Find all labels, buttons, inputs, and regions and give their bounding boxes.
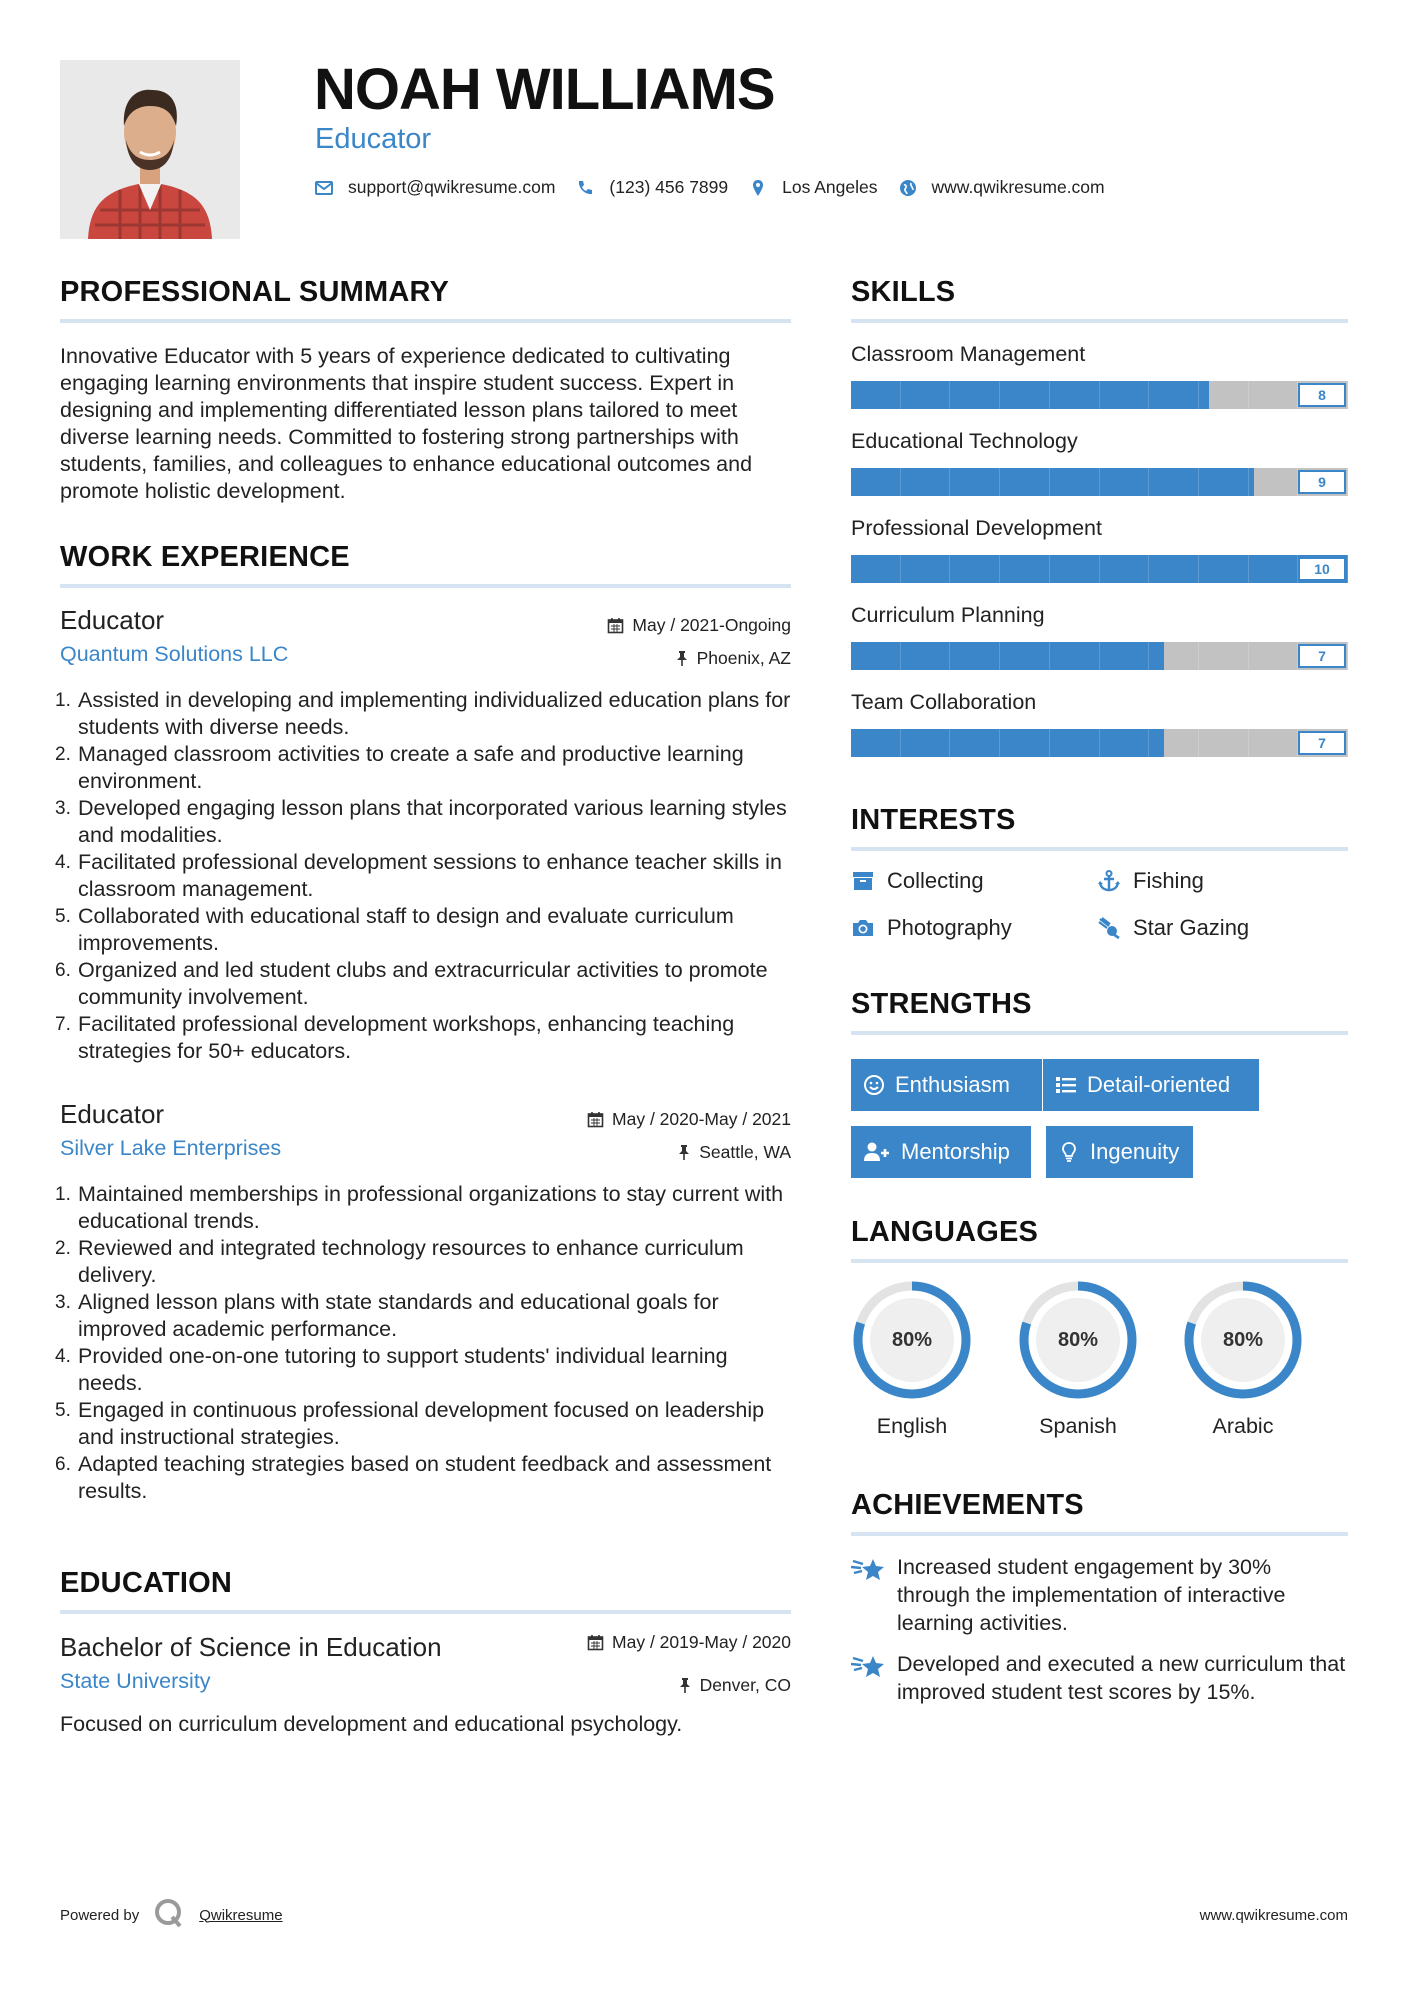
skill-bar	[851, 381, 1348, 409]
qwikresume-logo-icon	[153, 1897, 185, 1933]
skill-name: Classroom Management	[851, 342, 1086, 366]
language-name: English	[876, 1414, 948, 1438]
languages-divider	[851, 1259, 1348, 1263]
interests-heading: INTERESTS	[851, 804, 1016, 836]
smile-icon	[863, 1074, 885, 1096]
achievement-item	[851, 1553, 1348, 1637]
education-description: Focused on curriculum development and educational psychology.	[60, 1712, 683, 1736]
strength-tag	[851, 1126, 1031, 1178]
contact-email[interactable]	[314, 177, 555, 198]
user-plus-icon	[863, 1141, 891, 1163]
duty-item: Adapted teaching strategies based on student feedback and assessment results.	[78, 1452, 772, 1503]
pushpin-icon	[678, 1677, 692, 1694]
education-location-text: Denver, CO	[699, 1675, 791, 1695]
strength-label: Mentorship	[901, 1139, 1010, 1164]
language-ring	[1016, 1278, 1140, 1402]
skill-score: 7	[1298, 731, 1346, 755]
contact-email-text: support@qwikresume.com	[348, 177, 556, 197]
duty-item: Organized and led student clubs and extracurricular activities to promote community involvement.	[78, 958, 768, 1009]
footer-powered-by	[60, 1897, 283, 1933]
contact-location	[748, 177, 877, 198]
education-divider	[60, 1610, 791, 1614]
candidate-role: Educator	[315, 123, 432, 155]
skill-bar	[851, 642, 1348, 670]
duty-item: Provided one-on-one tutoring to support students' individual learning needs.	[78, 1344, 728, 1395]
job-location-text: Seattle, WA	[699, 1142, 791, 1162]
job-location-text: Phoenix, AZ	[696, 648, 791, 668]
education-date-text: May / 2019-May / 2020	[612, 1632, 791, 1652]
camera-icon	[851, 916, 875, 940]
skill-name: Professional Development	[851, 516, 1102, 540]
education-heading: EDUCATION	[60, 1567, 233, 1599]
language-percent: 80%	[1057, 1329, 1099, 1351]
degree-title: Bachelor of Science in Education	[60, 1632, 442, 1662]
summary-heading: PROFESSIONAL SUMMARY	[60, 276, 450, 308]
achievement-item	[851, 1650, 1348, 1706]
job-location	[677, 1142, 791, 1163]
language-ring	[850, 1278, 974, 1402]
duty-item: Maintained memberships in professional organizations to stay current with educational trends.	[78, 1182, 784, 1233]
skill-score: 10	[1298, 557, 1346, 581]
job-duties	[60, 687, 795, 1065]
job-date-text: May / 2021-Ongoing	[632, 615, 791, 635]
interest-item	[1097, 915, 1249, 941]
strengths-divider	[851, 1031, 1348, 1035]
skill-score: 7	[1298, 644, 1346, 668]
powered-by-label: Powered by	[60, 1906, 140, 1924]
achievements-heading: ACHIEVEMENTS	[851, 1489, 1084, 1521]
strengths-heading: STRENGTHS	[851, 988, 1032, 1020]
language-name: Arabic	[1212, 1414, 1274, 1438]
interest-label: Photography	[887, 915, 1012, 940]
language-percent: 80%	[891, 1329, 933, 1351]
contact-website[interactable]	[898, 177, 1105, 198]
contact-location-text: Los Angeles	[782, 177, 878, 197]
language-percent: 80%	[1222, 1329, 1264, 1351]
meteor-icon	[1097, 916, 1121, 940]
interest-label: Star Gazing	[1133, 915, 1250, 940]
strength-label: Ingenuity	[1090, 1139, 1180, 1164]
achievement-text: Developed and executed a new curriculum that improved student test scores by 15%.	[897, 1652, 1346, 1704]
language-name: Spanish	[1039, 1414, 1117, 1438]
pushpin-icon	[675, 650, 689, 667]
interest-label: Collecting	[887, 868, 984, 893]
school-name: State University	[60, 1669, 211, 1693]
pushpin-icon	[677, 1144, 691, 1161]
duty-item: Facilitated professional development workshops, enhancing teaching strategies for 50+ educators.	[78, 1012, 735, 1063]
interest-item	[1097, 868, 1204, 894]
calendar-icon	[607, 617, 624, 634]
skill-name: Educational Technology	[851, 429, 1078, 453]
interest-label: Fishing	[1133, 868, 1204, 893]
job-date	[587, 1109, 791, 1130]
skill-bar	[851, 729, 1348, 757]
skills-heading: SKILLS	[851, 276, 956, 308]
skill-score: 8	[1298, 383, 1346, 407]
job-title: Educator	[60, 605, 165, 635]
duty-item: Reviewed and integrated technology resources to enhance curriculum delivery.	[78, 1236, 744, 1287]
contact-website-text: www.qwikresume.com	[931, 177, 1105, 197]
contact-phone[interactable]	[575, 177, 728, 198]
footer-website[interactable]: www.qwikresume.com	[1199, 1907, 1348, 1924]
job-company: Silver Lake Enterprises	[60, 1136, 282, 1160]
skill-score: 9	[1298, 470, 1346, 494]
archive-icon	[851, 869, 875, 893]
achievement-text: Increased student engagement by 30% through the implementation of interactive learning activities.	[897, 1555, 1286, 1635]
strength-tag	[851, 1059, 1042, 1111]
lightbulb-icon	[1058, 1141, 1080, 1163]
interests-divider	[851, 847, 1348, 851]
summary-text: Innovative Educator with 5 years of experience dedicated to cultivating engaging learning environments that inspire student success. Expert in designing and implementing differentiated lesson plans tailored to meet diverse learning needs. Committed to fostering strong partnerships with students, families, and colleagues to enhance educational outcomes and promote holistic development.	[60, 344, 753, 503]
skill-bar	[851, 555, 1348, 583]
job-date	[607, 615, 791, 636]
strength-label: Enthusiasm	[895, 1072, 1010, 1097]
duty-item: Developed engaging lesson plans that incorporated various learning styles and modalities.	[78, 796, 787, 847]
skill-bar	[851, 468, 1348, 496]
duty-item: Engaged in continuous professional development focused on leadership and instructional strategies.	[78, 1398, 765, 1449]
calendar-icon	[587, 1111, 604, 1128]
job-location	[675, 648, 791, 669]
profile-photo	[60, 60, 240, 239]
strength-tag	[1046, 1126, 1193, 1178]
languages-heading: LANGUAGES	[851, 1216, 1039, 1248]
globe-icon	[898, 178, 918, 198]
interest-item	[851, 868, 984, 894]
education-location	[678, 1675, 791, 1696]
anchor-icon	[1097, 869, 1121, 893]
map-marker-icon	[748, 178, 768, 198]
job-duties	[60, 1181, 795, 1505]
calendar-icon	[587, 1634, 604, 1651]
candidate-name: NOAH WILLIAMS	[314, 57, 775, 122]
strength-label: Detail-oriented	[1087, 1072, 1231, 1097]
list-icon	[1055, 1074, 1077, 1096]
strength-tag	[1043, 1059, 1259, 1111]
language-ring	[1181, 1278, 1305, 1402]
contact-bar	[314, 177, 1125, 198]
summary-divider	[60, 319, 791, 323]
envelope-icon	[314, 178, 334, 198]
experience-divider	[60, 584, 791, 588]
job-company: Quantum Solutions LLC	[60, 642, 289, 666]
skill-name: Curriculum Planning	[851, 603, 1045, 627]
brand-link[interactable]: Qwikresume	[199, 1906, 283, 1924]
shooting-star-icon	[851, 1555, 885, 1585]
phone-icon	[575, 178, 595, 198]
experience-heading: WORK EXPERIENCE	[60, 541, 350, 573]
duty-item: Assisted in developing and implementing individualized education plans for students with diverse needs.	[78, 688, 791, 739]
job-date-text: May / 2020-May / 2021	[612, 1109, 791, 1129]
job-title: Educator	[60, 1099, 165, 1129]
skill-name: Team Collaboration	[851, 690, 1037, 714]
shooting-star-icon	[851, 1652, 885, 1682]
duty-item: Aligned lesson plans with state standards and educational goals for improved academic performance.	[78, 1290, 719, 1341]
duty-item: Facilitated professional development sessions to enhance teacher skills in classroom management.	[78, 850, 782, 901]
person-photo-icon	[60, 60, 240, 239]
interest-item	[851, 915, 1012, 941]
achievements-divider	[851, 1532, 1348, 1536]
duty-item: Collaborated with educational staff to design and evaluate curriculum improvements.	[78, 904, 734, 955]
education-date	[587, 1632, 791, 1653]
skills-divider	[851, 319, 1348, 323]
duty-item: Managed classroom activities to create a safe and productive learning environment.	[78, 742, 744, 793]
contact-phone-text: (123) 456 7899	[609, 177, 729, 197]
